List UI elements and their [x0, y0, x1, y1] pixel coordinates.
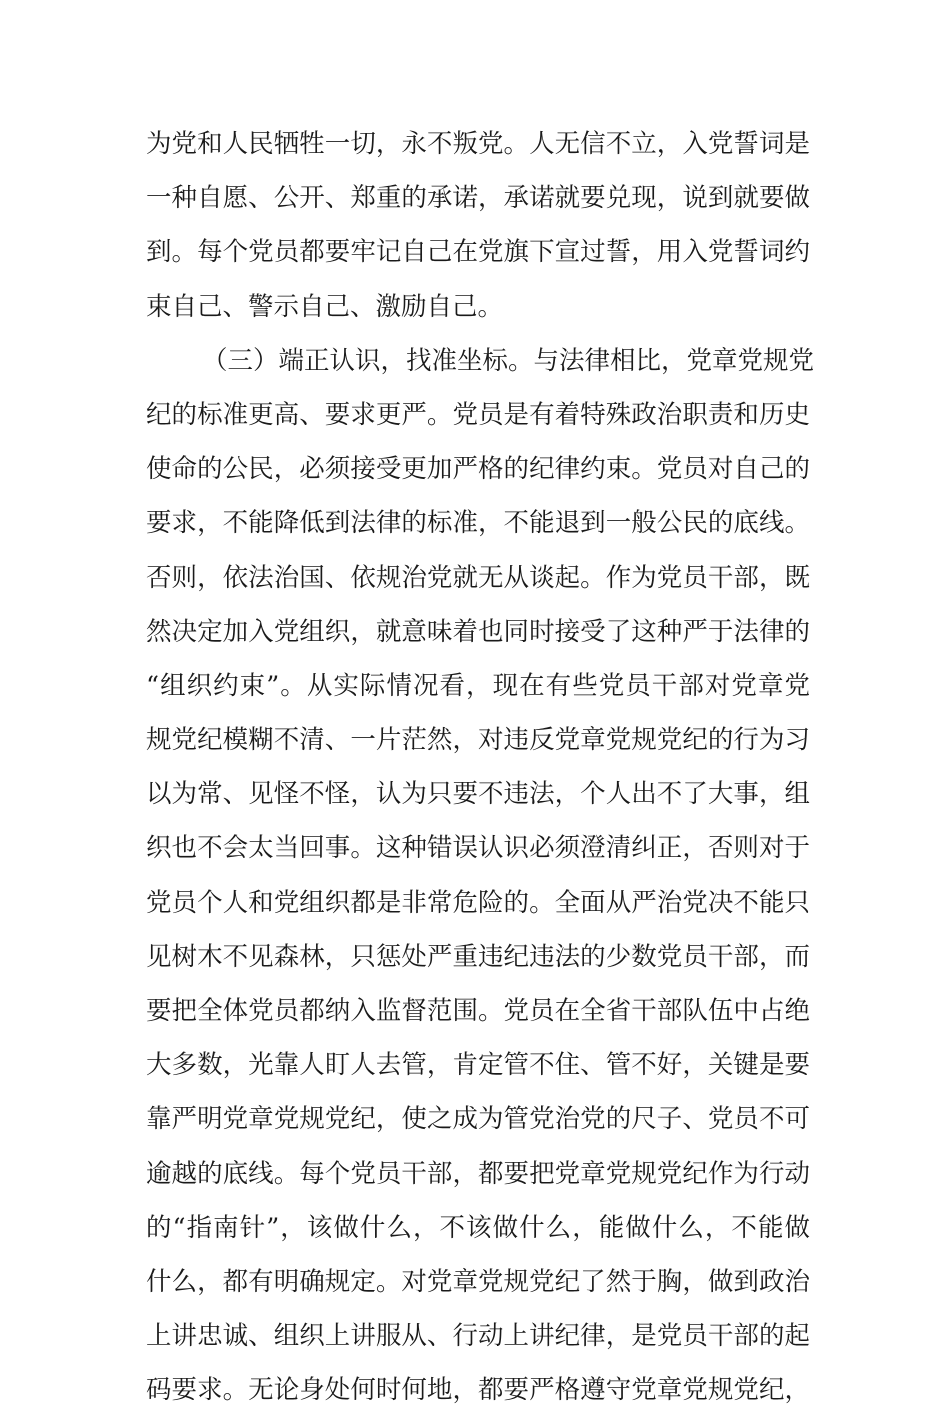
text-line: 以为常、见怪不怪，认为只要不违法，个人出不了大事，组	[146, 779, 810, 810]
text-line: 规党纪模糊不清、一片茫然，对违反党章党规党纪的行为习	[146, 725, 810, 756]
section-heading-line: （三）端正认识，找准坐标。与法律相比，党章党规党	[202, 345, 815, 376]
text-line: 逾越的底线。每个党员干部，都要把党章党规党纪作为行动	[146, 1158, 810, 1189]
text-line: 束自己、警示自己、激励自己。	[146, 291, 504, 322]
text-line: 大多数，光靠人盯人去管，肯定管不住、管不好，关键是要	[146, 1050, 810, 1081]
text-line: 党员个人和党组织都是非常危险的。全面从严治党决不能只	[146, 887, 810, 918]
text-line: 否则，依法治国、依规治党就无从谈起。作为党员干部，既	[146, 562, 810, 593]
text-line: 码要求。无论身处何时何地，都要严格遵守党章党规党纪，	[146, 1375, 810, 1406]
text-line: 纪的标准更高、要求更严。党员是有着特殊政治职责和历史	[146, 399, 810, 430]
text-line: 什么，都有明确规定。对党章党规党纪了然于胸，做到政治	[146, 1266, 810, 1297]
text-line: 使命的公民，必须接受更加严格的纪律约束。党员对自己的	[146, 454, 810, 485]
text-line: 的“指南针”，该做什么，不该做什么，能做什么，不能做	[146, 1212, 810, 1243]
text-line: 要把全体党员都纳入监督范围。党员在全省干部队伍中占绝	[146, 996, 810, 1026]
text-line: 见树木不见森林，只惩处严重违纪违法的少数党员干部，而	[146, 941, 810, 972]
text-line: 为党和人民牺牲一切，永不叛党。人无信不立，入党誓词是	[146, 129, 810, 159]
text-line: 到。每个党员都要牢记自己在党旗下宣过誓，用入党誓词约	[146, 237, 810, 268]
text-line: 要求，不能降低到法律的标准，不能退到一般公民的底线。	[146, 508, 810, 539]
text-line: 一种自愿、公开、郑重的承诺，承诺就要兑现，说到就要做	[146, 183, 810, 214]
text-line: 靠严明党章党规党纪，使之成为管党治党的尺子、党员不可	[146, 1104, 810, 1135]
text-line: 上讲忠诚、组织上讲服从、行动上讲纪律，是党员干部的起	[146, 1321, 810, 1352]
text-line: 织也不会太当回事。这种错误认识必须澄清纠正，否则对于	[146, 833, 810, 864]
body-text	[146, 117, 815, 1418]
text-line: 然决定加入党组织，就意味着也同时接受了这种严于法律的	[146, 616, 810, 647]
text-line: “组织约束”。从实际情况看，现在有些党员干部对党章党	[146, 670, 810, 701]
